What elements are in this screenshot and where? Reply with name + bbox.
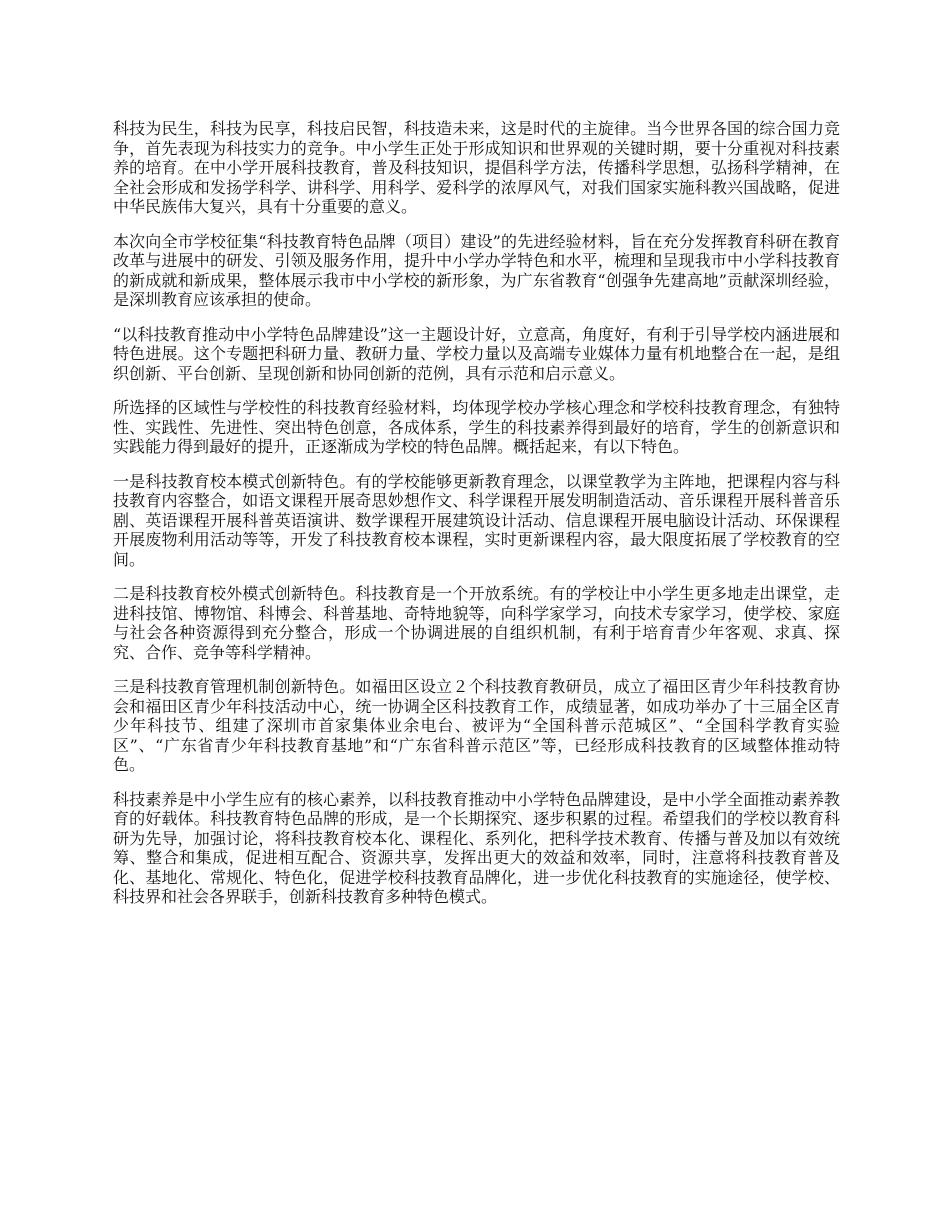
paragraph-materials-summary: 所选择的区域性与学校性的科技教育经验材料，均体现学校办学核心理念和学校科技教育理念，有独特性、实践性、先进性、突出特色创意，各成体系，学生的科技素养得到最好的培育，学生的创新意识和实践能力得到最好的提升，正逐渐成为学校的特色品牌。概括起来，有以下特色。 [113, 398, 840, 456]
paragraph-theme-design: “以科技教育推动中小学特色品牌建设”这一主题设计好，立意高，角度好，有利于引导学校内涵进展和特色进展。这个专题把科研力量、教研力量、学校力量以及高端专业媒体力量有机地整合在一起，是组织创新、平台创新、呈现创新和协同创新的范例，具有示范和启示意义。 [113, 324, 840, 383]
document-page [113, 119, 840, 922]
paragraph-conclusion: 科技素养是中小学生应有的核心素养，以科技教育推动中小学特色品牌建设，是中小学全面推动素养教育的好载体。科技教育特色品牌的形成，是一个长期探究、逐步积累的过程。希望我们的学校以教育科研为先导，加强讨论，将科技教育校本化、课程化、系列化，把科学技术教育、传播与普及加以有效统筹、整合和集成，促进相互配合、资源共享，发挥出更大的效益和效率，同时，注意将科技教育普及化、基地化、常规化、特色化，促进学校科技教育品牌化，进一步优化科技教育的实施途径，使学校、科技界和社会各界联手，创新科技教育多种特色模式。 [113, 789, 840, 906]
paragraph-feature-one: 一是科技教育校本模式创新特色。有的学校能够更新教育理念，以课堂教学为主阵地，把课程内容与科技教育内容整合，如语文课程开展奇思妙想作文、科学课程开展发明制造活动、音乐课程开展科普音乐剧、英语课程开展科普英语演讲、数学课程开展建筑设计活动、信息课程开展电脑设计活动、环保课程开展废物利用活动等等，开发了科技教育校本课程，实时更新课程内容，最大限度拓展了学校教育的空间。 [113, 471, 840, 569]
paragraph-intro: 科技为民生，科技为民享，科技启民智，科技造未来，这是时代的主旋律。当今世界各国的综合国力竞争，首先表现为科技实力的竞争。中小学生正处于形成知识和世界观的关键时期，要十分重视对科技素养的培育。在中小学开展科技教育，普及科技知识，提倡科学方法，传播科学思想，弘扬科学精神，在全社会形成和发扬学科学、讲科学、用科学、爱科学的浓厚风气，对我们国家实施科教兴国战略，促进中华民族伟大复兴，具有十分重要的意义。 [113, 119, 840, 216]
paragraph-feature-two: 二是科技教育校外模式创新特色。科技教育是一个开放系统。有的学校让中小学生更多地走出课堂，走进科技馆、博物馆、科博会、科普基地、奇特地貌等，向科学家学习，向技术专家学习，使学校、家庭与社会各种资源得到充分整合，形成一个协调进展的自组织机制，有利于培育青少年客观、求真、探究、合作、竞争等科学精神。 [113, 584, 840, 662]
paragraph-collection-purpose: 本次向全市学校征集“科技教育特色品牌（项目）建设”的先进经验材料，旨在充分发挥教育科研在教育改革与进展中的研发、引领及服务作用，提升中小学办学特色和水平，梳理和呈现我市中小学科技教育的新成就和新成果，整体展示我市中小学校的新形象，为广东省教育“创强争先建高地”贡献深圳经验，是深圳教育应该承担的使命。 [113, 231, 840, 309]
paragraph-feature-three: 三是科技教育管理机制创新特色。如福田区设立２个科技教育教研员，成立了福田区青少年科技教育协会和福田区青少年科技活动中心，统一协调全区科技教育工作，成绩显著，如成功举办了十三届全区青少年科技节、组建了深圳市首家集体业余电台、被评为“全国科普示范城区”、“全国科学教育实验区”、“广东省青少年科技教育基地”和“广东省科普示范区”等，已经形成科技教育的区域整体推动特色。 [113, 677, 840, 774]
